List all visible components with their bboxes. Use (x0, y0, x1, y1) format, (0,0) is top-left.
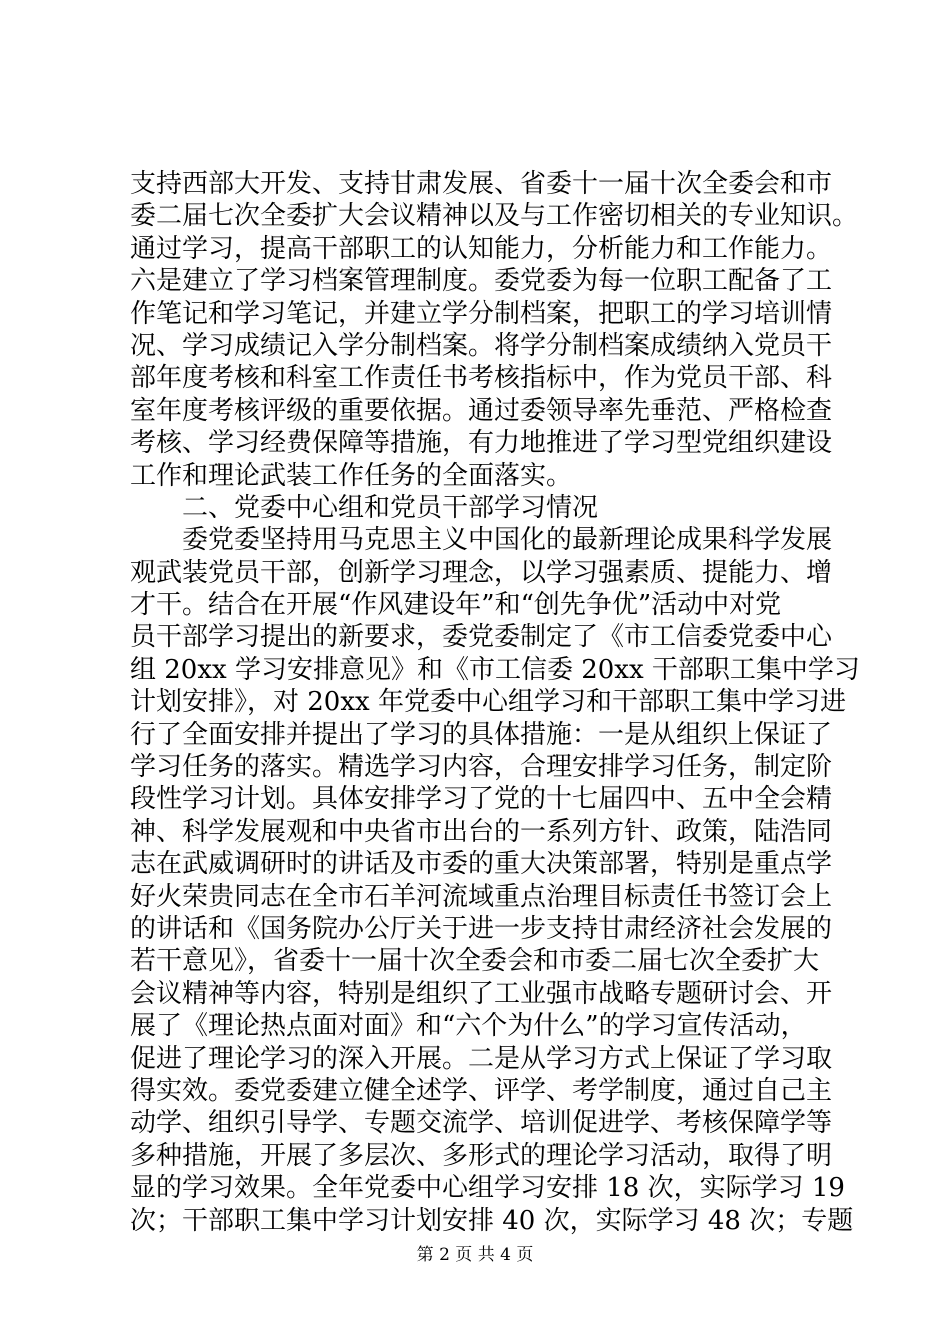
text-line: 展了《理论热点面对面》和“六个为什么”的学习宣传活动， (130, 1011, 807, 1042)
text-line: 得实效。委党委建立健全述学、评学、考学制度，通过自己主 (130, 1075, 833, 1106)
text-line: 动学、组织引导学、专题交流学、培训促进学、考核保障学等 (130, 1108, 833, 1139)
text-line: 的讲话和《国务院办公厅关于进一步支持甘肃经济社会发展的 (130, 913, 833, 944)
text-line: 二、党委中心组和党员干部学习情况 (130, 492, 599, 523)
text-line: 段性学习计划。具体安排学习了党的十七届四中、五中全会精 (130, 784, 833, 815)
text-line: 六是建立了学习档案管理制度。委党委为每一位职工配备了工 (130, 266, 833, 297)
body-text (130, 168, 860, 1237)
text-line: 神、科学发展观和中央省市出台的一系列方针、政策，陆浩同 (130, 816, 833, 847)
text-line: 况、学习成绩记入学分制档案。将学分制档案成绩纳入党员干 (130, 330, 833, 361)
text-line: 多种措施，开展了多层次、多形式的理论学习活动，取得了明 (130, 1140, 833, 1171)
text-line: 次；干部职工集中学习计划安排 40 次，实际学习 48 次；专题 (130, 1205, 854, 1236)
text-line: 观武装党员干部，创新学习理念，以学习强素质、提能力、增 (130, 557, 833, 588)
text-line: 组 20xx 学习安排意见》和《市工信委 20xx 干部职工集中学习 (130, 654, 860, 685)
text-line: 会议精神等内容，特别是组织了工业强市战略专题研讨会、开 (130, 978, 833, 1009)
text-line: 学习任务的落实。精选学习内容，合理安排学习任务，制定阶 (130, 752, 833, 783)
text-line: 考核、学习经费保障等措施，有力地推进了学习型党组织建设 (130, 428, 833, 459)
text-line: 员干部学习提出的新要求，委党委制定了《市工信委党委中心 (130, 622, 833, 653)
text-line: 行了全面安排并提出了学习的具体措施：一是从组织上保证了 (130, 719, 833, 750)
text-line: 作笔记和学习笔记，并建立学分制档案，把职工的学习培训情 (130, 298, 833, 329)
page-footer: 第 2 页 共 4 页 (416, 1245, 534, 1265)
text-line: 若干意见》，省委十一届十次全委会和市委二届七次全委扩大 (130, 946, 820, 977)
text-line: 委二届七次全委扩大会议精神以及与工作密切相关的专业知识。 (130, 201, 859, 232)
text-line: 显的学习效果。全年党委中心组学习安排 18 次，实际学习 19 (130, 1173, 845, 1204)
text-line: 计划安排》，对 20xx 年党委中心组学习和干部职工集中学习进 (130, 687, 846, 718)
text-line: 委党委坚持用马克思主义中国化的最新理论成果科学发展 (130, 525, 833, 556)
text-line: 通过学习，提高干部职工的认知能力，分析能力和工作能力。 (130, 233, 833, 264)
text-line: 支持西部大开发、支持甘肃发展、省委十一届十次全委会和市 (130, 169, 833, 199)
text-line: 部年度考核和科室工作责任书考核指标中，作为党员干部、科 (130, 363, 833, 394)
text-line: 才干。结合在开展“作风建设年”和“创先争优”活动中对党 (130, 590, 782, 621)
text-line: 促进了理论学习的深入开展。二是从学习方式上保证了学习取 (130, 1043, 833, 1074)
text-line: 志在武威调研时的讲话及市委的重大决策部署，特别是重点学 (130, 849, 833, 880)
text-line: 工作和理论武装工作任务的全面落实。 (130, 460, 573, 491)
text-line: 好火荣贵同志在全市石羊河流域重点治理目标责任书签订会上 (130, 881, 833, 912)
text-line: 室年度考核评级的重要依据。通过委领导率先垂范、严格检查 (130, 395, 833, 426)
